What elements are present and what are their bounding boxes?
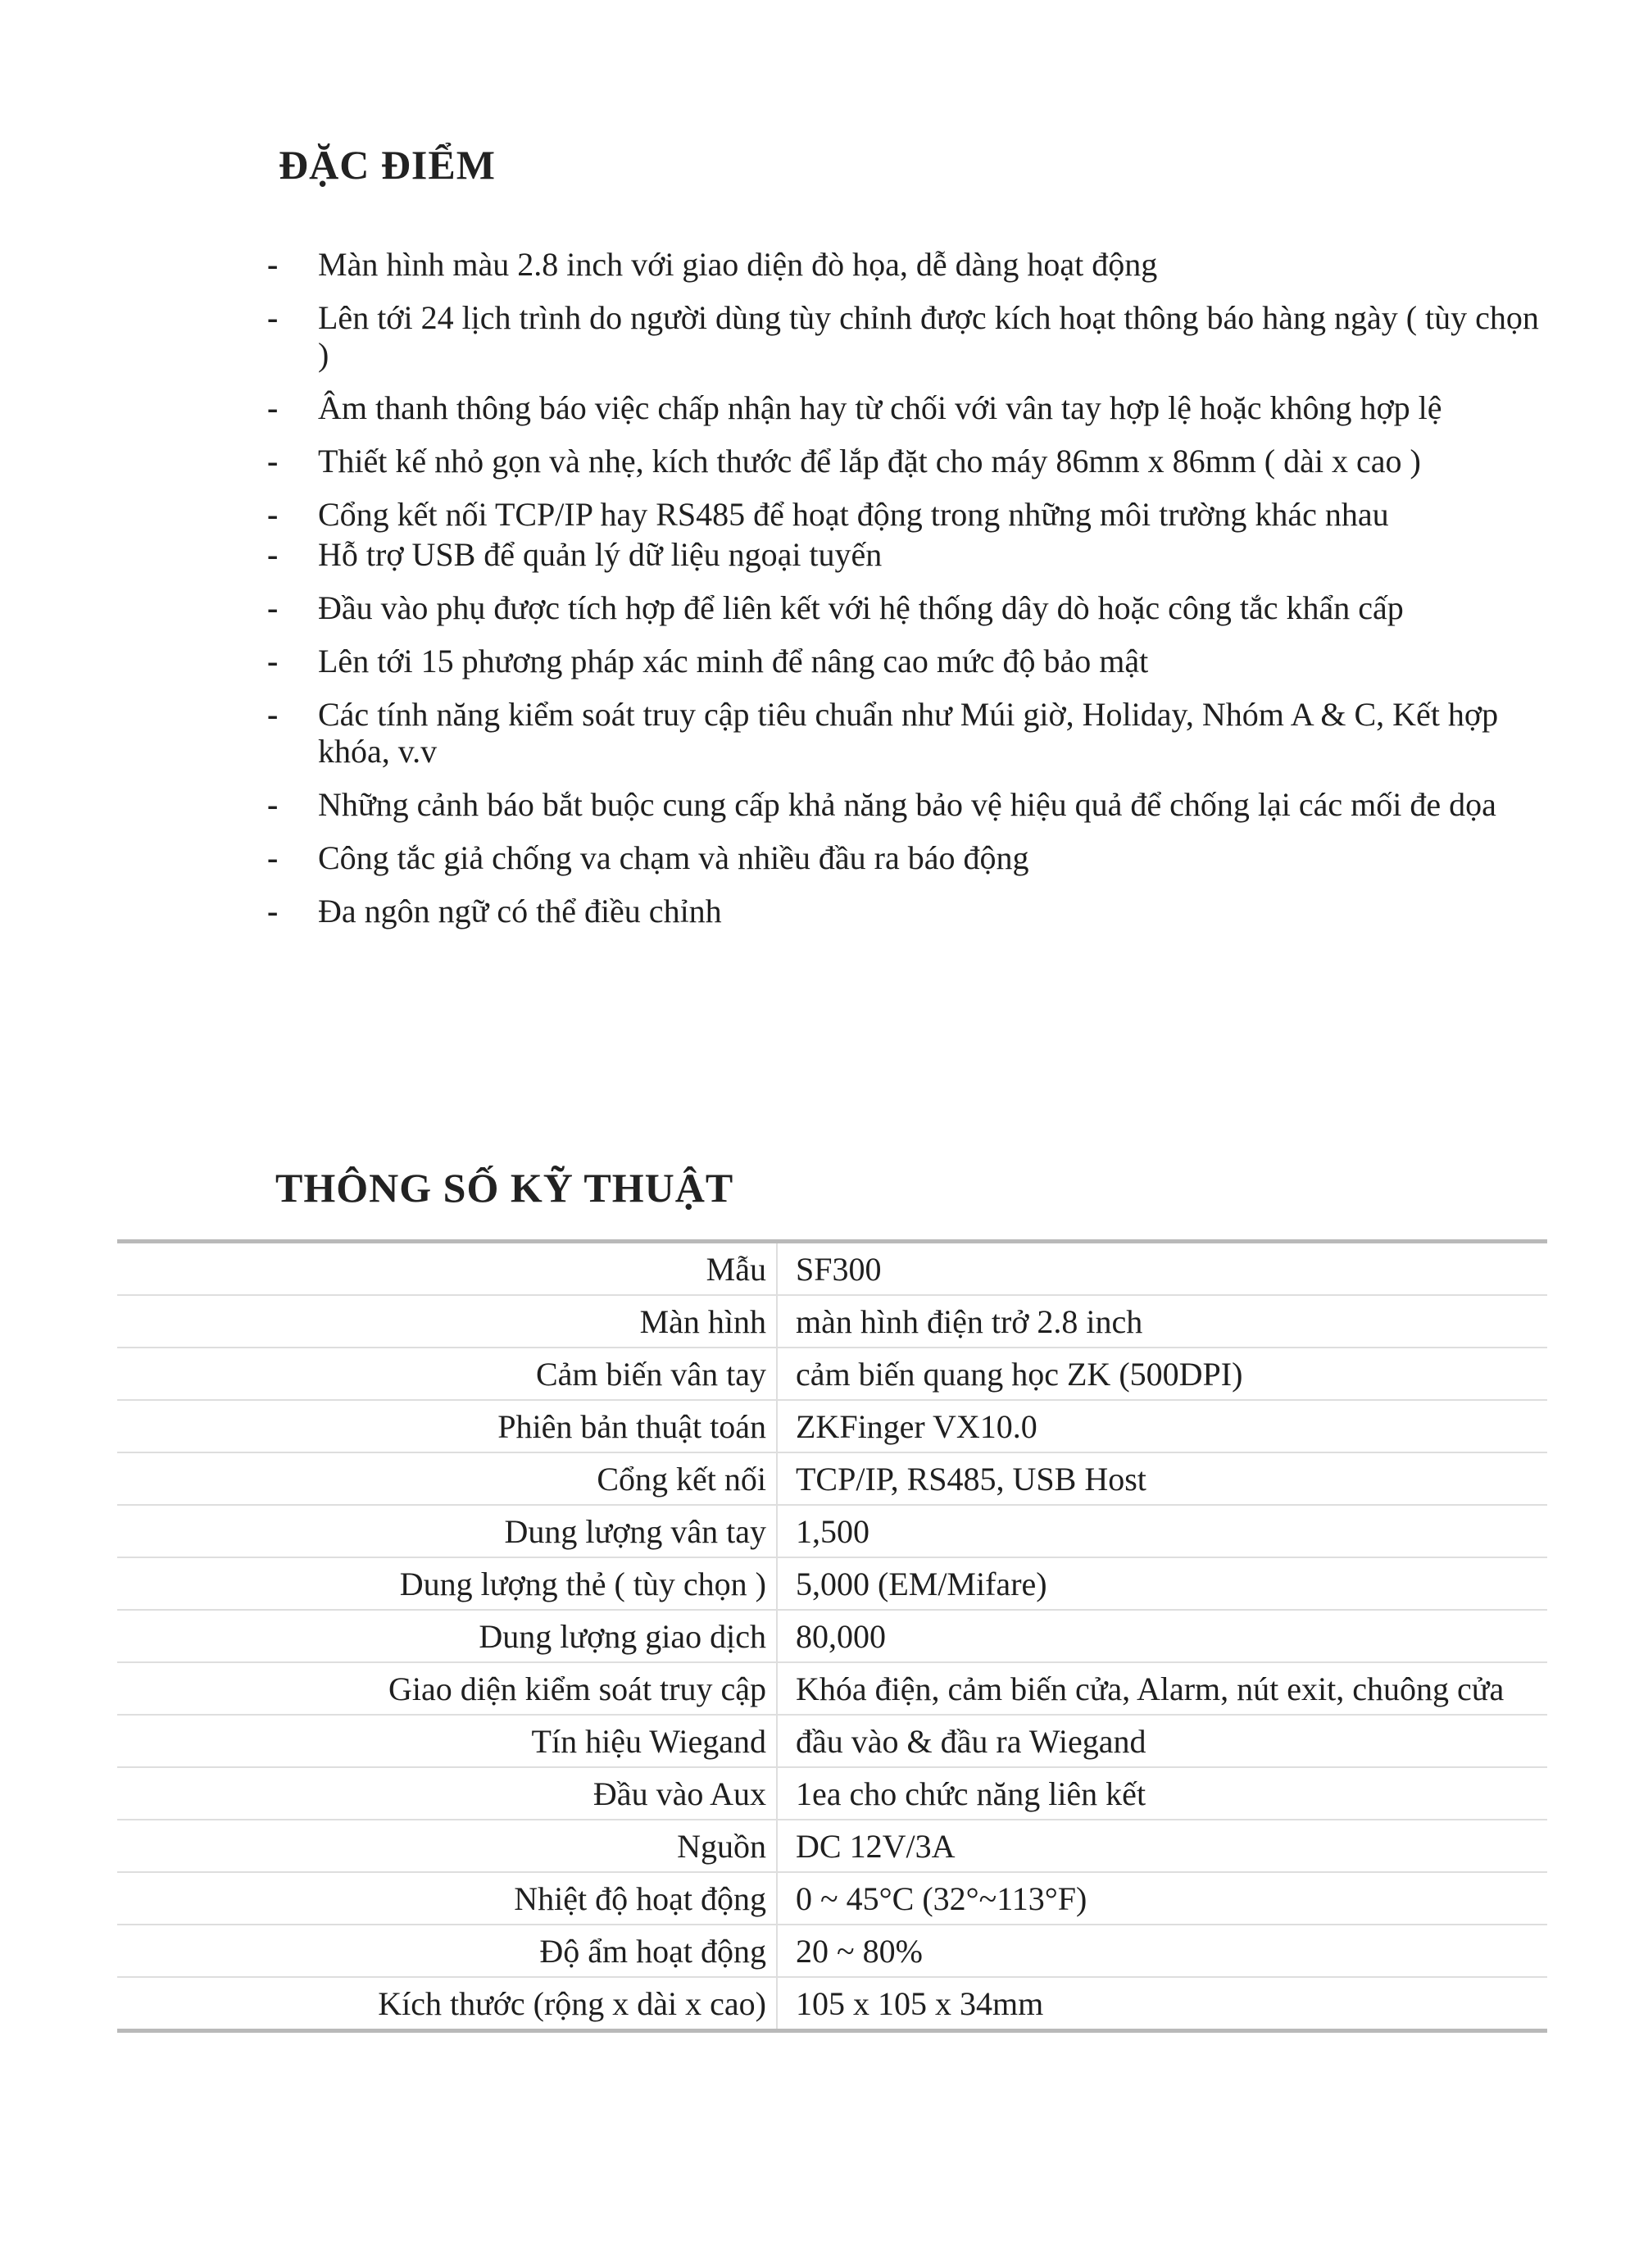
spec-label: Cổng kết nối bbox=[117, 1452, 777, 1505]
table-row bbox=[117, 1925, 1547, 1977]
spec-value: 1ea cho chức năng liên kết bbox=[777, 1767, 1547, 1820]
feature-item bbox=[262, 839, 1541, 876]
table-row bbox=[117, 1505, 1547, 1557]
bullet-dash: - bbox=[267, 389, 279, 426]
table-row bbox=[117, 1348, 1547, 1400]
feature-text: Cổng kết nối TCP/IP hay RS485 để hoạt động trong những môi trường khác nhau bbox=[318, 496, 1389, 533]
table-row bbox=[117, 1295, 1547, 1348]
spec-value: Khóa điện, cảm biến cửa, Alarm, nút exit, chuông cửa bbox=[777, 1662, 1547, 1715]
feature-text: Âm thanh thông báo việc chấp nhận hay từ chối với vân tay hợp lệ hoặc không hợp lệ bbox=[318, 389, 1442, 426]
feature-item bbox=[262, 643, 1541, 679]
table-row bbox=[117, 1767, 1547, 1820]
spec-value: 80,000 bbox=[777, 1610, 1547, 1662]
feature-text: Hỗ trợ USB để quản lý dữ liệu ngoại tuyến bbox=[318, 536, 883, 573]
spec-label: Cảm biến vân tay bbox=[117, 1348, 777, 1400]
spec-label: Tín hiệu Wiegand bbox=[117, 1715, 777, 1767]
table-row bbox=[117, 1400, 1547, 1452]
feature-item bbox=[262, 696, 1541, 770]
spec-label: Dung lượng thẻ ( tùy chọn ) bbox=[117, 1557, 777, 1610]
feature-text: Lên tới 15 phương pháp xác minh để nâng cao mức độ bảo mật bbox=[318, 643, 1149, 679]
feature-item bbox=[262, 589, 1541, 626]
feature-item bbox=[262, 536, 1541, 573]
table-row bbox=[117, 1557, 1547, 1610]
feature-text: Thiết kế nhỏ gọn và nhẹ, kích thước để lắp đặt cho máy 86mm x 86mm ( dài x cao ) bbox=[318, 443, 1421, 480]
bullet-dash: - bbox=[267, 839, 279, 876]
bullet-dash: - bbox=[267, 536, 279, 573]
table-row bbox=[117, 1452, 1547, 1505]
feature-list bbox=[262, 246, 1541, 946]
spec-value: TCP/IP, RS485, USB Host bbox=[777, 1452, 1547, 1505]
table-row bbox=[117, 1662, 1547, 1715]
bullet-dash: - bbox=[267, 589, 279, 626]
bullet-dash: - bbox=[267, 696, 279, 733]
feature-item bbox=[262, 893, 1541, 929]
specs-heading: THÔNG SỐ KỸ THUẬT bbox=[275, 1165, 734, 1211]
bullet-dash: - bbox=[267, 786, 279, 823]
spec-label: Mẫu bbox=[117, 1242, 777, 1296]
table-row bbox=[117, 1610, 1547, 1662]
spec-value: 1,500 bbox=[777, 1505, 1547, 1557]
spec-value: DC 12V/3A bbox=[777, 1820, 1547, 1872]
spec-value: đầu vào & đầu ra Wiegand bbox=[777, 1715, 1547, 1767]
spec-label: Giao diện kiểm soát truy cập bbox=[117, 1662, 777, 1715]
spec-label: Phiên bản thuật toán bbox=[117, 1400, 777, 1452]
table-row bbox=[117, 1820, 1547, 1872]
spec-label: Dung lượng vân tay bbox=[117, 1505, 777, 1557]
bullet-dash: - bbox=[267, 496, 279, 533]
table-row bbox=[117, 1242, 1547, 1296]
feature-text: Đa ngôn ngữ có thể điều chỉnh bbox=[318, 893, 722, 929]
spec-label: Kích thước (rộng x dài x cao) bbox=[117, 1977, 777, 2031]
spec-label: Độ ẩm hoạt động bbox=[117, 1925, 777, 1977]
spec-value: cảm biến quang học ZK (500DPI) bbox=[777, 1348, 1547, 1400]
spec-value: 105 x 105 x 34mm bbox=[796, 1984, 1044, 2022]
feature-item bbox=[262, 496, 1541, 533]
feature-text: Các tính năng kiểm soát truy cập tiêu chuẩn như Múi giờ, Holiday, Nhóm A & C, Kết hợp khóa, v.v bbox=[318, 696, 1499, 770]
feature-item bbox=[262, 786, 1541, 823]
spec-value: SF300 bbox=[777, 1242, 1547, 1296]
spec-label: Đầu vào Aux bbox=[117, 1767, 777, 1820]
feature-item bbox=[262, 389, 1541, 426]
feature-item bbox=[262, 246, 1541, 283]
spec-label: Dung lượng giao dịch bbox=[117, 1610, 777, 1662]
feature-text: Lên tới 24 lịch trình do người dùng tùy chỉnh được kích hoạt thông báo hàng ngày ( tùy chọn ) bbox=[318, 299, 1539, 373]
spec-value: 0 ~ 45°C (32°~113°F) bbox=[777, 1872, 1547, 1925]
feature-item bbox=[262, 299, 1541, 373]
spec-value: 20 ~ 80% bbox=[777, 1925, 1547, 1977]
table-row bbox=[117, 1872, 1547, 1925]
spec-label: Màn hình bbox=[117, 1295, 777, 1348]
table-row bbox=[117, 1715, 1547, 1767]
features-heading: ĐẶC ĐIỂM bbox=[279, 142, 496, 188]
bullet-dash: - bbox=[267, 299, 279, 336]
feature-item bbox=[262, 443, 1541, 480]
table-row bbox=[117, 1977, 1547, 2031]
spec-label: Nguồn bbox=[117, 1820, 777, 1872]
feature-text: Công tắc giả chống va chạm và nhiều đầu ra báo động bbox=[318, 839, 1029, 876]
feature-text: Màn hình màu 2.8 inch với giao diện đò họa, dễ dàng hoạt động bbox=[318, 246, 1158, 283]
bullet-dash: - bbox=[267, 643, 279, 679]
spec-value: ZKFinger VX10.0 bbox=[777, 1400, 1547, 1452]
bullet-dash: - bbox=[267, 443, 279, 480]
bullet-dash: - bbox=[267, 893, 279, 929]
spec-label: Nhiệt độ hoạt động bbox=[117, 1872, 777, 1925]
bullet-dash: - bbox=[267, 246, 279, 283]
spec-value: 5,000 (EM/Mifare) bbox=[777, 1557, 1547, 1610]
spec-value: màn hình điện trở 2.8 inch bbox=[777, 1295, 1547, 1348]
feature-text: Đầu vào phụ được tích hợp để liên kết với hệ thống dây dò hoặc công tắc khẩn cấp bbox=[318, 589, 1404, 626]
spec-table bbox=[117, 1239, 1547, 2033]
feature-text: Những cảnh báo bắt buộc cung cấp khả năng bảo vệ hiệu quả để chống lại các mối đe dọa bbox=[318, 786, 1496, 823]
